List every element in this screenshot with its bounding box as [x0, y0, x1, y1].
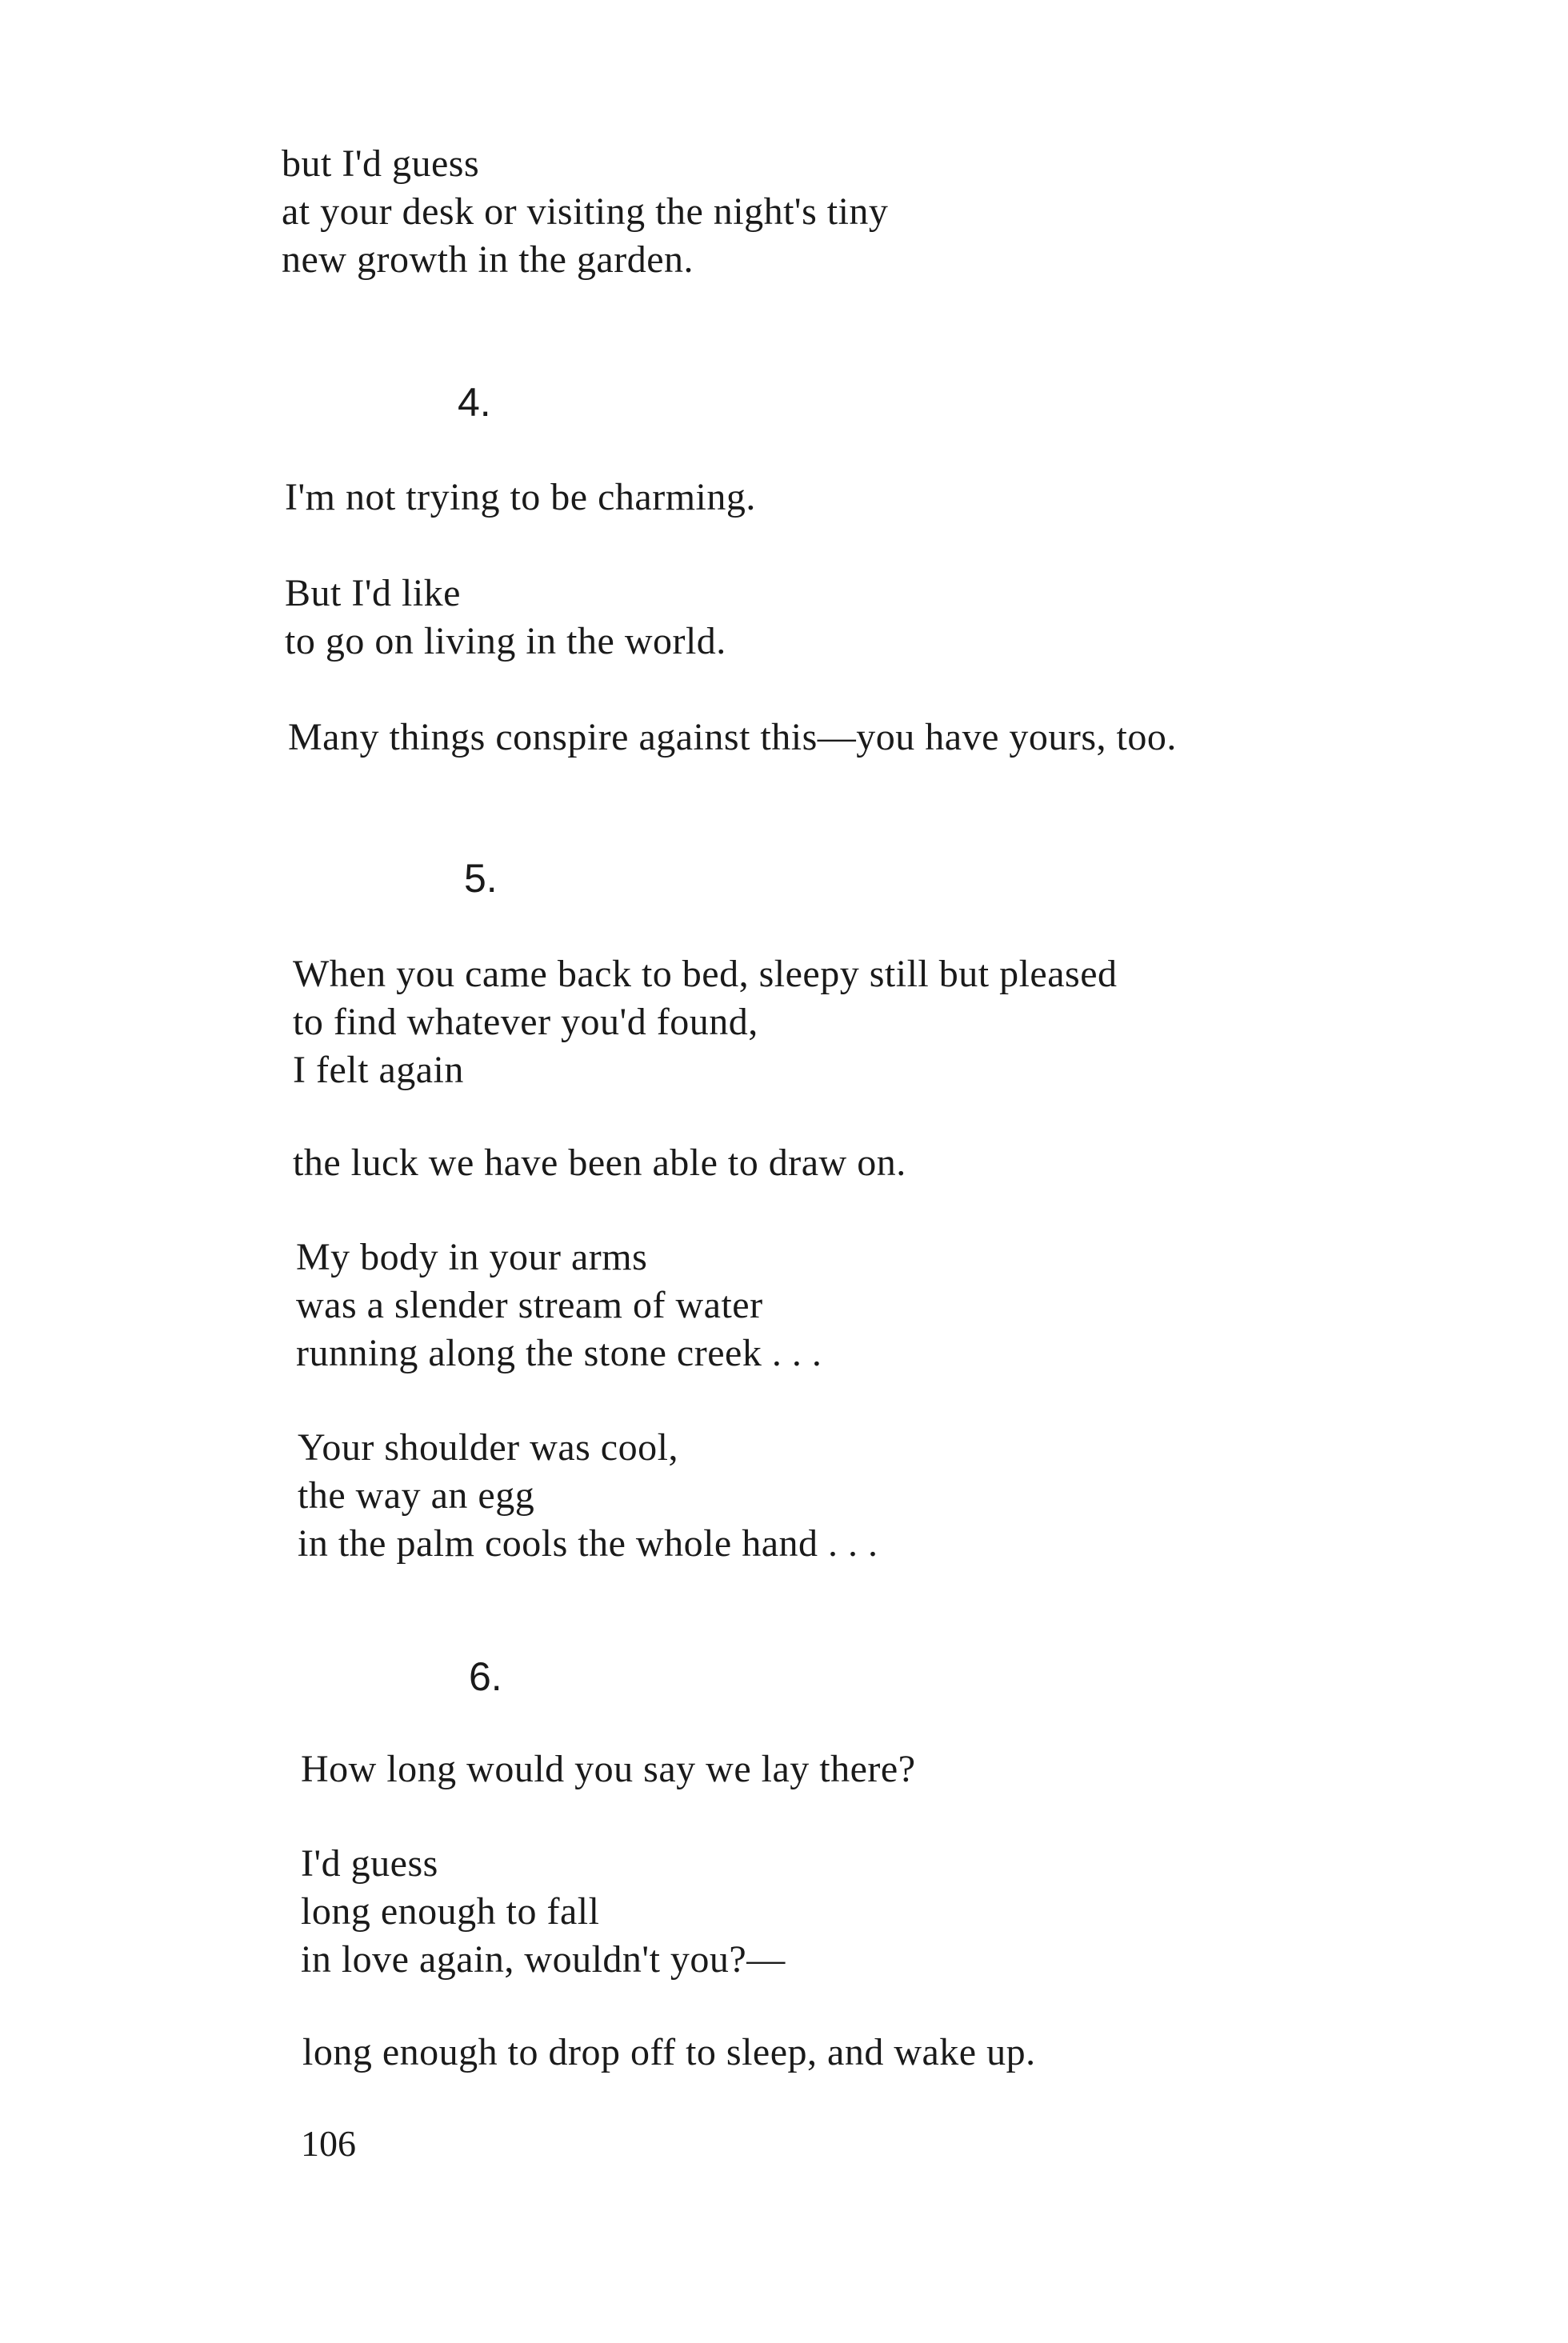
section-number: 5. — [464, 856, 498, 901]
poem-line: I'm not trying to be charming. — [285, 476, 756, 518]
poem-line: But I'd like — [285, 572, 461, 614]
poem-line: running along the stone creek . . . — [296, 1332, 822, 1374]
poem-line: I felt again — [293, 1049, 464, 1091]
poem-line: I'd guess — [301, 1842, 438, 1885]
poem-line: the luck we have been able to draw on. — [293, 1142, 906, 1184]
poem-line: to find whatever you'd found, — [293, 1001, 758, 1043]
poem-line: Many things conspire against this—you have yours, too. — [288, 716, 1177, 758]
poem-line: in the palm cools the whole hand . . . — [298, 1522, 878, 1565]
page-number: 106 — [301, 2123, 356, 2164]
poem-line: but I'd guess — [282, 142, 480, 185]
poem-line: was a slender stream of water — [296, 1284, 763, 1326]
section-number: 6. — [469, 1654, 502, 1699]
section-number: 4. — [458, 380, 491, 425]
poem-line: When you came back to bed, sleepy still but pleased — [293, 953, 1118, 995]
poem-line: How long would you say we lay there? — [301, 1748, 916, 1790]
poem-line: My body in your arms — [296, 1236, 648, 1278]
poem-line: at your desk or visiting the night's tiny — [282, 190, 889, 233]
poem-line: in love again, wouldn't you?— — [301, 1938, 786, 1981]
poem-line: long enough to fall — [301, 1890, 600, 1933]
poem-line: to go on living in the world. — [285, 620, 726, 662]
poem-line: new growth in the garden. — [282, 238, 694, 281]
poem-line: the way an egg — [298, 1474, 535, 1517]
poem-line: Your shoulder was cool, — [298, 1426, 678, 1469]
poem-line: long enough to drop off to sleep, and wake up. — [302, 2031, 1036, 2073]
